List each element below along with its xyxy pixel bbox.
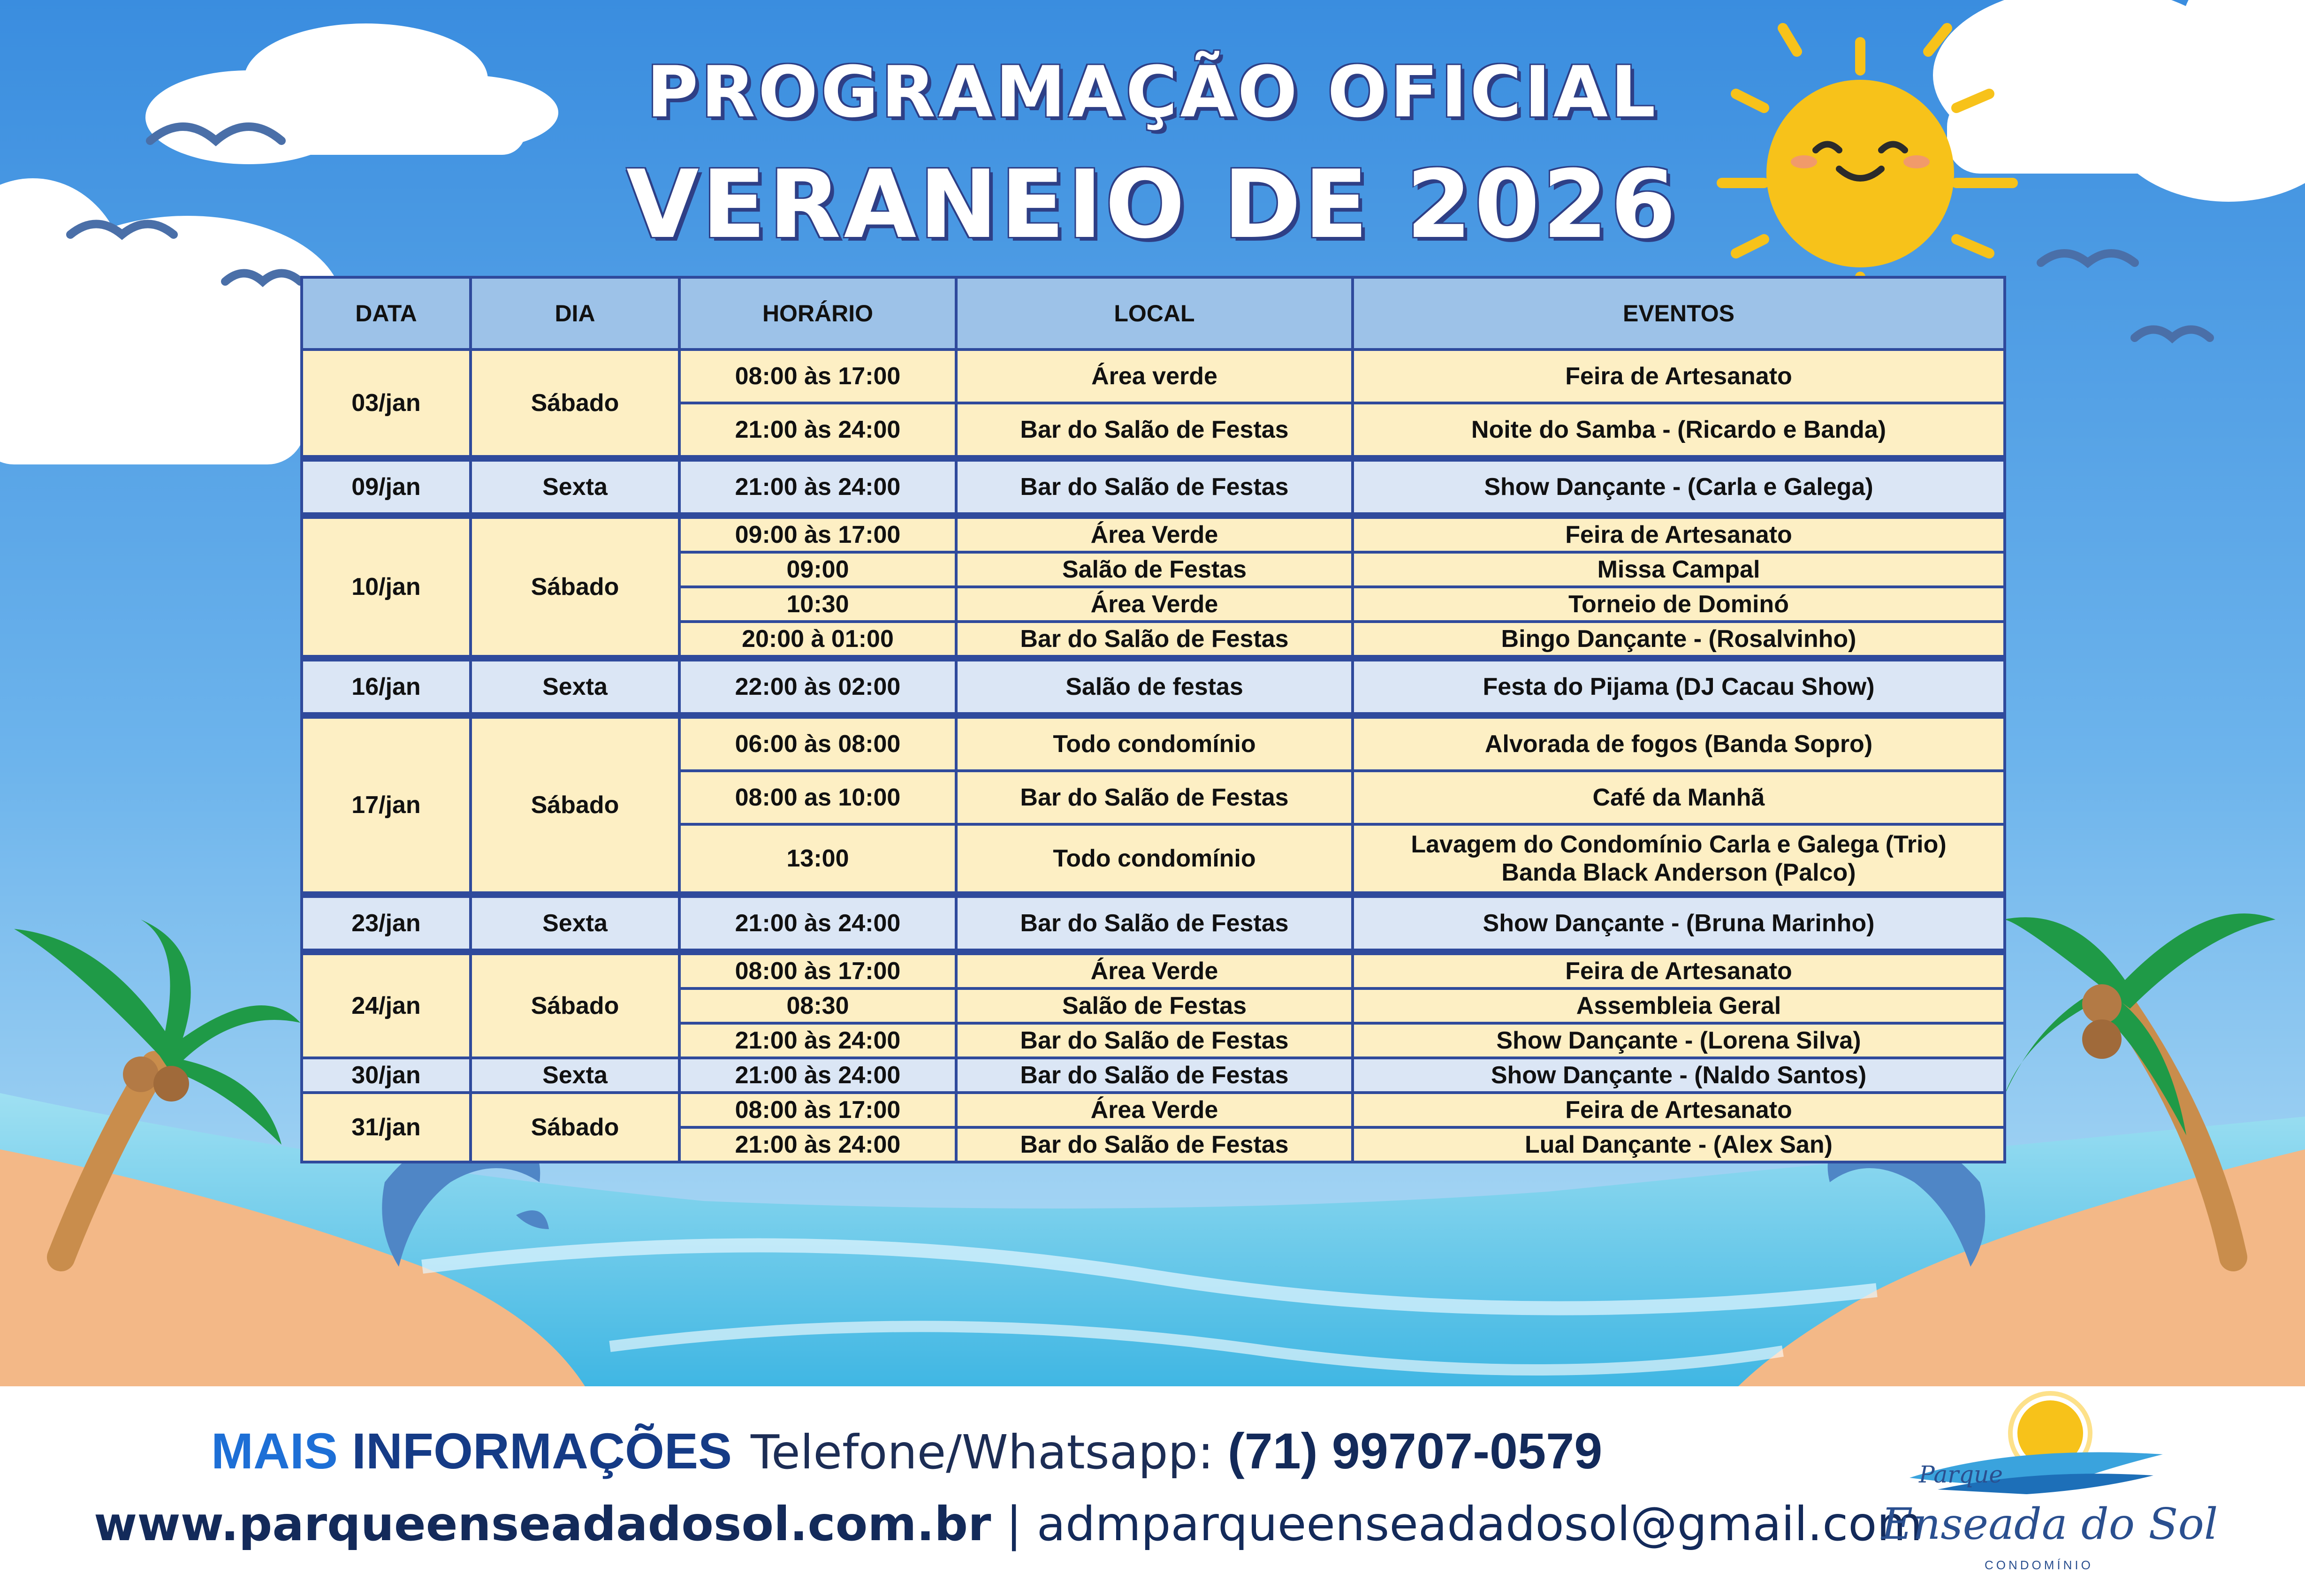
table-row — [302, 516, 2005, 552]
more-info-label — [211, 1422, 732, 1479]
column-header-place: LOCAL — [956, 277, 1353, 350]
place-cell: Área verde — [956, 350, 1353, 403]
logo-main-text: Enseada do Sol — [1881, 1499, 2218, 1549]
more-info-word-1: MAIS — [211, 1422, 338, 1479]
event-cell: Festa do Pijama (DJ Cacau Show) — [1353, 658, 2005, 715]
place-cell: Bar do Salão de Festas — [956, 895, 1353, 952]
place-cell: Área Verde — [956, 952, 1353, 988]
time-cell: 22:00 às 02:00 — [679, 658, 956, 715]
date-cell: 23/jan — [302, 895, 471, 952]
column-header-date: DATA — [302, 277, 471, 350]
table-row — [302, 952, 2005, 988]
table-row — [302, 350, 2005, 403]
event-cell: Café da Manhã — [1353, 771, 2005, 824]
event-cell: Show Dançante - (Lorena Silva) — [1353, 1023, 2005, 1058]
place-cell: Bar do Salão de Festas — [956, 1023, 1353, 1058]
table-row — [302, 895, 2005, 952]
table-row — [302, 458, 2005, 516]
date-cell: 09/jan — [302, 458, 471, 516]
time-cell: 21:00 às 24:00 — [679, 1127, 956, 1162]
day-cell: Sábado — [471, 516, 679, 658]
date-cell: 10/jan — [302, 516, 471, 658]
time-cell: 08:00 as 10:00 — [679, 771, 956, 824]
event-line-2: Banda Black Anderson (Palco) — [1501, 859, 1856, 886]
place-cell: Bar do Salão de Festas — [956, 458, 1353, 516]
event-cell: Show Dançante - (Carla e Galega) — [1353, 458, 2005, 516]
date-cell: 24/jan — [302, 952, 471, 1058]
title-line-2: VERANEIO DE 2026 — [626, 150, 1679, 259]
place-cell: Bar do Salão de Festas — [956, 1127, 1353, 1162]
place-cell: Salão de festas — [956, 658, 1353, 715]
place-cell: Bar do Salão de Festas — [956, 771, 1353, 824]
table-header-row — [302, 277, 2005, 350]
time-cell: 13:00 — [679, 824, 956, 895]
day-cell: Sexta — [471, 458, 679, 516]
event-cell: Show Dançante - (Naldo Santos) — [1353, 1058, 2005, 1093]
place-cell: Bar do Salão de Festas — [956, 403, 1353, 458]
day-cell: Sábado — [471, 1093, 679, 1162]
column-header-time: HORÁRIO — [679, 277, 956, 350]
time-cell: 06:00 às 08:00 — [679, 715, 956, 771]
day-cell: Sábado — [471, 952, 679, 1058]
event-cell: Feira de Artesanato — [1353, 952, 2005, 988]
time-cell: 08:00 às 17:00 — [679, 1093, 956, 1127]
place-cell: Área Verde — [956, 516, 1353, 552]
date-cell: 31/jan — [302, 1093, 471, 1162]
date-cell: 30/jan — [302, 1058, 471, 1093]
time-cell: 21:00 às 24:00 — [679, 1058, 956, 1093]
time-cell: 10:30 — [679, 587, 956, 622]
day-cell: Sábado — [471, 350, 679, 458]
condo-logo — [1872, 1389, 2218, 1590]
schedule-table — [300, 276, 2006, 1163]
contact-line — [211, 1421, 1602, 1480]
logo-sub-text: CONDOMÍNIO — [1985, 1558, 2093, 1572]
time-cell: 09:00 às 17:00 — [679, 516, 956, 552]
table-row — [302, 715, 2005, 771]
web-contact-line — [94, 1497, 1923, 1551]
place-cell: Todo condomínio — [956, 824, 1353, 895]
date-cell: 17/jan — [302, 715, 471, 895]
time-cell: 21:00 às 24:00 — [679, 1023, 956, 1058]
event-cell — [1353, 824, 2005, 895]
day-cell: Sexta — [471, 658, 679, 715]
event-cell: Feira de Artesanato — [1353, 350, 2005, 403]
table-row — [302, 1058, 2005, 1093]
phone-number[interactable]: (71) 99707-0579 — [1227, 1422, 1603, 1479]
time-cell: 21:00 às 24:00 — [679, 458, 956, 516]
day-cell: Sexta — [471, 1058, 679, 1093]
time-cell: 21:00 às 24:00 — [679, 895, 956, 952]
logo-top-text: Parque — [1919, 1461, 2003, 1488]
more-info-word-2: INFORMAÇÕES — [352, 1422, 732, 1479]
place-cell: Bar do Salão de Festas — [956, 1058, 1353, 1093]
date-cell: 03/jan — [302, 350, 471, 458]
time-cell: 09:00 — [679, 552, 956, 587]
email-link[interactable]: admparqueenseadadosol@gmail.com — [1036, 1497, 1923, 1551]
event-cell: Feira de Artesanato — [1353, 1093, 2005, 1127]
event-cell: Assembleia Geral — [1353, 988, 2005, 1023]
time-cell: 08:00 às 17:00 — [679, 350, 956, 403]
day-cell: Sexta — [471, 895, 679, 952]
place-cell: Todo condomínio — [956, 715, 1353, 771]
place-cell: Salão de Festas — [956, 552, 1353, 587]
place-cell: Área Verde — [956, 587, 1353, 622]
date-cell: 16/jan — [302, 658, 471, 715]
place-cell: Salão de Festas — [956, 988, 1353, 1023]
time-cell: 21:00 às 24:00 — [679, 403, 956, 458]
event-cell: Noite do Samba - (Ricardo e Banda) — [1353, 403, 2005, 458]
event-cell: Alvorada de fogos (Banda Sopro) — [1353, 715, 2005, 771]
column-header-events: EVENTOS — [1353, 277, 2005, 350]
place-cell: Bar do Salão de Festas — [956, 622, 1353, 658]
table-row — [302, 1093, 2005, 1127]
event-cell: Torneio de Dominó — [1353, 587, 2005, 622]
phone-label: Telefone/Whatsapp: — [751, 1425, 1214, 1480]
event-cell: Show Dançante - (Bruna Marinho) — [1353, 895, 2005, 952]
event-cell: Feira de Artesanato — [1353, 516, 2005, 552]
event-line-1: Lavagem do Condomínio Carla e Galega (Trio) — [1411, 831, 1947, 858]
website-link[interactable]: www.parqueenseadadosol.com.br — [94, 1497, 991, 1551]
day-cell: Sábado — [471, 715, 679, 895]
title-line-1: PROGRAMAÇÃO OFICIAL — [647, 52, 1658, 133]
time-cell: 20:00 à 01:00 — [679, 622, 956, 658]
table-row — [302, 658, 2005, 715]
event-cell: Missa Campal — [1353, 552, 2005, 587]
event-cell: Bingo Dançante - (Rosalvinho) — [1353, 622, 2005, 658]
column-header-day: DIA — [471, 277, 679, 350]
event-cell: Lual Dançante - (Alex San) — [1353, 1127, 2005, 1162]
time-cell: 08:30 — [679, 988, 956, 1023]
place-cell: Área Verde — [956, 1093, 1353, 1127]
time-cell: 08:00 às 17:00 — [679, 952, 956, 988]
separator: | — [1006, 1497, 1022, 1551]
